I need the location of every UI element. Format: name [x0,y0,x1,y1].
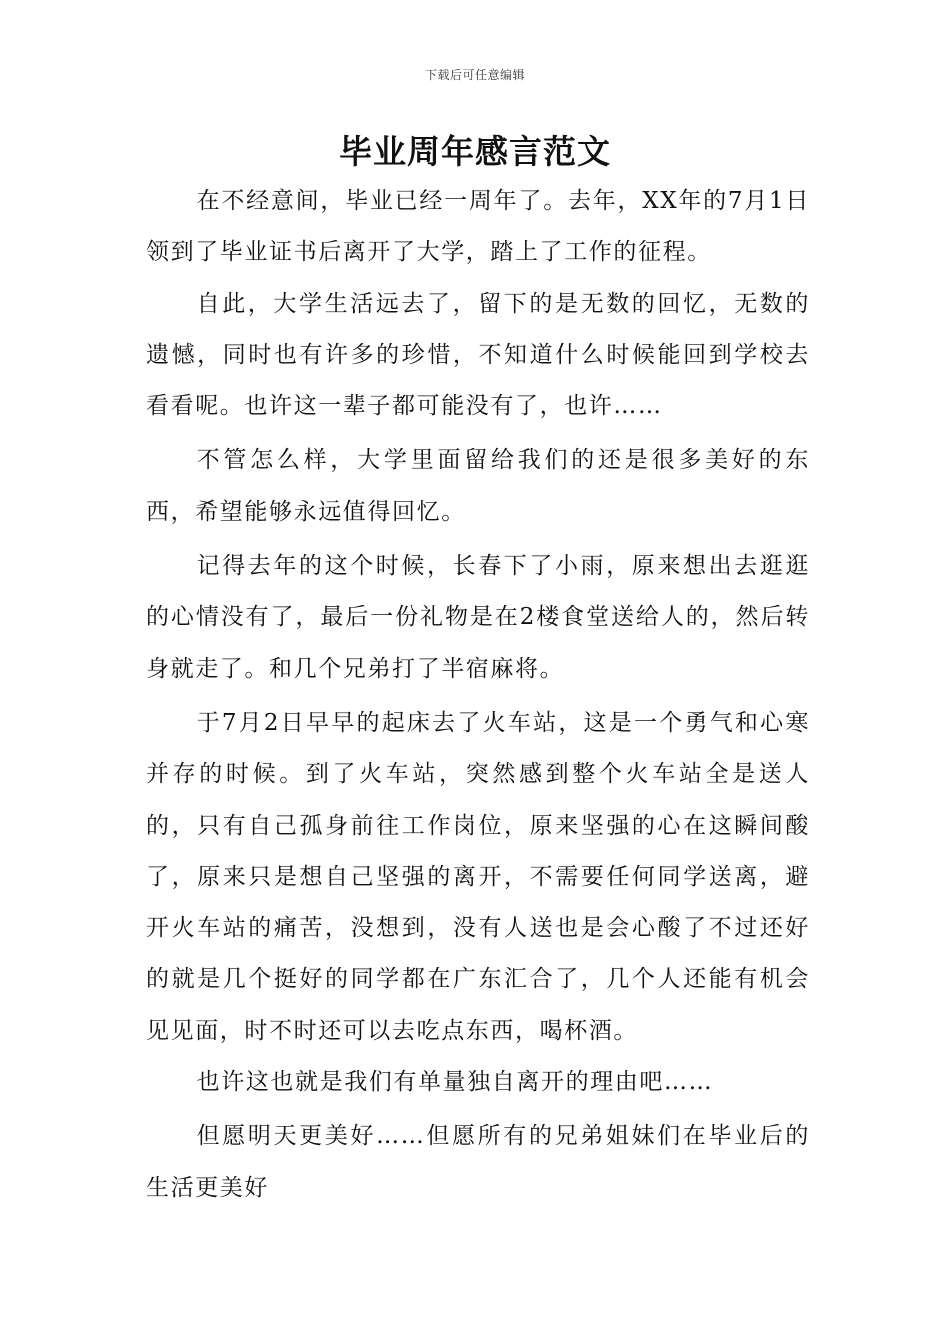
paragraph-6: 也许这也就是我们有单量独自离开的理由吧…… [196,1069,714,1096]
header-note: 下载后可任意编辑 [424,68,525,82]
paragraph-3: 不管怎么样，大学里面留给我们的还是很多美好的东西，希望能够永远值得回忆。 [146,447,810,525]
paragraph-7: 但愿明天更美好……但愿所有的兄弟姐妹们在毕业后的生活更美好 [146,1123,810,1201]
paragraph-2: 自此，大学生活远去了，留下的是无数的回忆，无数的遗憾，同时也有许多的珍惜，不知道什么时候能回到学校去看看呢。也许这一辈子都可能没有了，也许…… [146,290,810,420]
document-body [146,176,810,1217]
paragraph-4: 记得去年的这个时候，长春下了小雨，原来想出去逛逛的心情没有了，最后一份礼物是在2楼食堂送给人的，然后转身就走了。和几个兄弟打了半宿麻将。 [146,553,810,682]
document-title: 毕业周年感言范文 [339,132,611,171]
paragraph-1: 在不经意间，毕业已经一周年了。去年，XX年的7月1日领到了毕业证书后离开了大学，踏上了工作的征程。 [146,188,810,266]
paragraph-5: 于7月2日早早的起床去了火车站，这是一个勇气和心寒并存的时候。到了火车站，突然感到整个火车站全是送人的，只有自己孤身前往工作岗位，原来坚强的心在这瞬间酸了，原来只是想自己坚强的离开，不需要任何同学送离，避开火车站的痛苦，没想到，没有人送也是会心酸了不过还好的就是几个挺好的同学都在广东汇合了，几个人还能有机会见见面，时不时还可以去吃点东西，喝杯酒。 [146,709,810,1044]
